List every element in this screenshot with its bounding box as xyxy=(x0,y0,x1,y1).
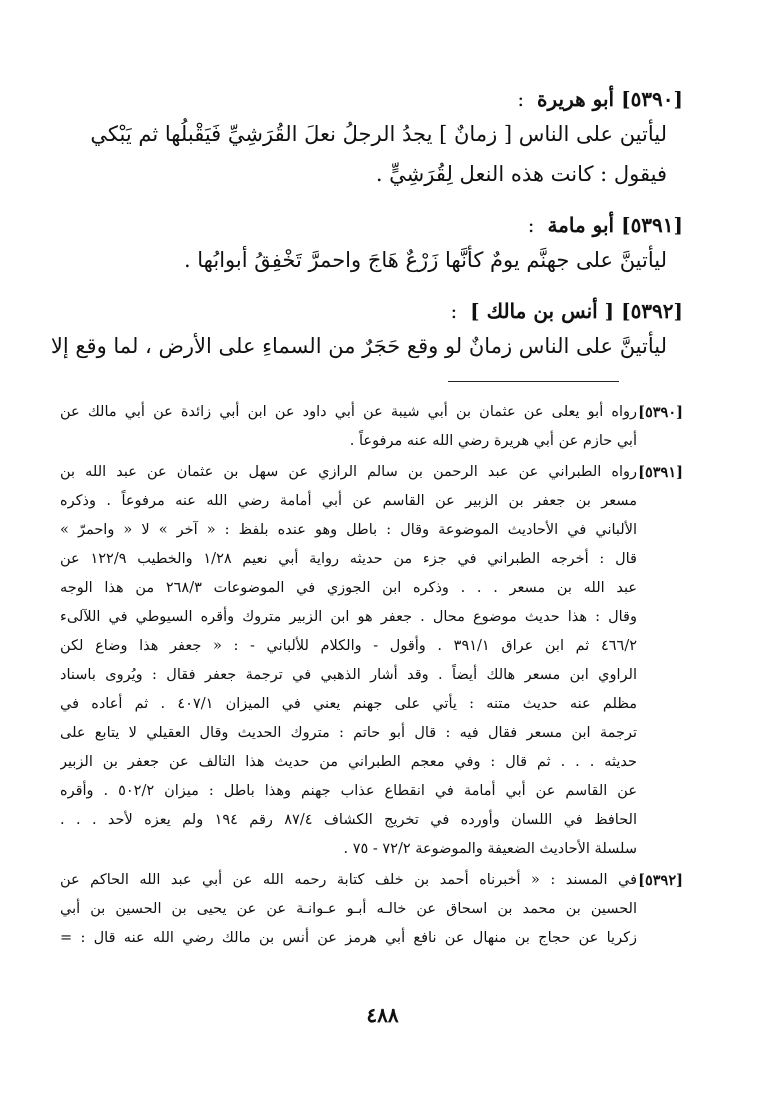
footnote-line: حديثه . . . ثم قال : وفي معجم الطبراني من حديث هذا التالف عن جعفر بن الزبير xyxy=(60,754,637,770)
footnote-line: أبي حازم عن أبي هريرة رضي الله عنه مرفوعاً . xyxy=(349,433,637,449)
entry-number: [٥٣٩١] xyxy=(621,213,683,237)
footnote-number: [٥٣٩١] xyxy=(638,464,683,481)
page-number: ٤٨٨ xyxy=(366,1003,399,1027)
footnote-line: مسعر بن جعفر بن الزبير عن القاسم عن أبي أمامة رضي الله عنه مرفوعاً . وذكره xyxy=(60,493,637,509)
entry-number: [٥٣٩٢] xyxy=(621,299,683,323)
footnote-line: ترجمة ابن مسعر فقال فيه : قال أبو حاتم : متروك الحديث وقال العقيلي لا يتابع على xyxy=(60,725,637,741)
entry-text-line: فيقول : كانت هذه النعل لِقُرَشِيٍّ . xyxy=(375,162,667,186)
colon: : xyxy=(450,299,458,323)
footnotes xyxy=(60,398,683,955)
entry-heading xyxy=(72,84,683,114)
footnote-line: الألباني في الأحاديث الموضوعة وقال : باطل وهو عنده بلفظ : « آخر » لا « واحمرّ » xyxy=(60,522,637,538)
footnote-line: ٤٦٦/٢ ثم ابن عراق ٣٩١/١ . وأقول - والكلام للألباني - : « جعفر هذا وضاع لكن xyxy=(60,638,637,654)
footnote-line: وقال : هذا حديث موضوع محال . جعفر هو ابن الزبير متروك وأقره السيوطي في اللآلىء xyxy=(60,609,637,625)
entry-heading xyxy=(72,296,683,326)
footnote-line: قال : أخرجه الطبراني في جزء من حديثه رواية أبي نعيم ١/٢٨ والخطيب ١٢٢/٩ عن xyxy=(60,551,637,567)
footnote-line: عبد الله بن مسعر . . . وذكره ابن الجوزي في الموضوعات ٢٦٨/٣ من هذا الوجه xyxy=(60,580,637,596)
footnote-line: رواه أبو يعلى عن عثمان بن أبي شيبة عن أبي داود عن ابن أبي زائدة عن أبي مالك عن xyxy=(60,404,637,420)
colon: : xyxy=(527,213,535,237)
footnote-line: الراوي ابن مسعر هالك أيضاً . وقد أشار الذهبي في ترجمة جعفر فقال : ويُروى باسناد xyxy=(60,667,637,683)
colon: : xyxy=(517,87,525,111)
footnote-line: الحافظ في اللسان وأورده في تخريج الكشاف ٨٧/٤ رقم ١٩٤ ولم يعزه لأحد . . . xyxy=(60,812,637,828)
entry-text-line: ليأتينَّ على جهنَّم يومٌ كأنَّها زَرْعٌ هَاجَ واحمرَّ تَخْفِقُ أبوابُها . xyxy=(183,248,667,272)
footnote xyxy=(60,458,683,864)
footnote xyxy=(60,398,683,456)
entry-narrator: أبو هريرة xyxy=(537,87,615,111)
footnote-line: رواه الطبراني عن عبد الرحمن بن سالم الرازي عن سهل بن عثمان عن عبد الله بن xyxy=(60,464,637,480)
footnote-divider xyxy=(448,381,619,382)
entry-text-line: ليأتين على الناس [ زمانٌ ] يجدُ الرجلُ نعلَ القُرَشِيِّ فَيَقْبلُها ثم يَبْكي xyxy=(90,122,667,146)
entry-text-line: ليأتينَّ على الناس زمانٌ لو وقع حَجَرٌ من السماءِ على الأرض ، لما وقع إلا xyxy=(50,334,667,358)
footnote-line: مظلم عنه حديث متنه : يأتي على جهنم يعني في الميزان ٤٠٧/١ . ثم أعاده في xyxy=(60,696,637,712)
footnote-body xyxy=(60,398,637,456)
footnote-body xyxy=(60,458,637,864)
footnote-line: عن القاسم عن أبي أمامة في انقطاع عذاب جهنم وهذا باطل : ميزان ٥٠٢/٢ . وأقره xyxy=(60,783,637,799)
footnote-number: [٥٣٩٢] xyxy=(638,872,683,889)
entry-number: [٥٣٩٠] xyxy=(621,87,683,111)
entry-narrator: أبو مامة xyxy=(547,213,615,237)
entry-heading xyxy=(72,210,683,240)
footnote-line: في المسند : « أخبرناه أحمد بن خلف كتابة رحمه الله عن أبي عبد الله الحاكم عن xyxy=(60,872,637,888)
main-text xyxy=(50,78,683,366)
footnote-line: زكريا عن حجاج بن منهال عن نافع أبي هرمز عن أنس بن مالك رضي الله عنه قال : = xyxy=(60,930,637,946)
footnote-number: [٥٣٩٠] xyxy=(638,404,683,421)
footnote-line: سلسلة الأحاديث الضعيفة والموضوعة ٧٢/٢ - ٧٥ . xyxy=(343,841,637,857)
footnote-body xyxy=(60,866,637,953)
footnote xyxy=(60,866,683,953)
footnote-line: الحسين بن محمد بن اسحاق عن خالـه أبـو عـوانـة عن عن يحيى بن الحسين بن أبي xyxy=(60,901,637,917)
entry-narrator: [ أنس بن مالك ] xyxy=(470,299,615,323)
